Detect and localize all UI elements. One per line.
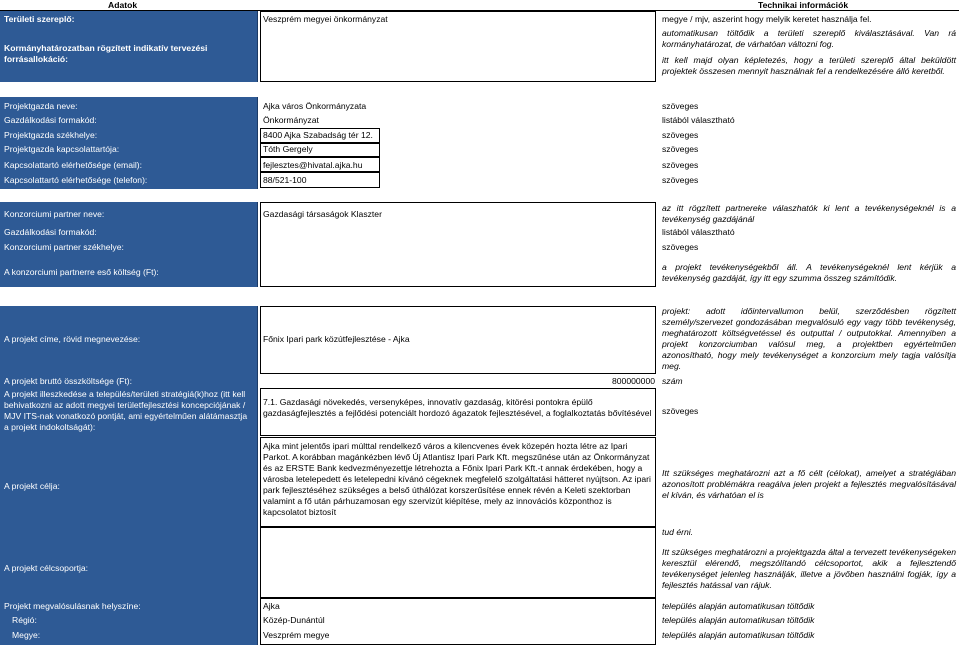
projekt-brutto-value[interactable]: 800000000 bbox=[612, 376, 656, 386]
gazda-kapcs-label: Projektgazda kapcsolattartója: bbox=[4, 144, 120, 154]
gazda-forma-label: Gazdálkodási formakód: bbox=[4, 115, 97, 125]
projekt-cel-info-2: tud érni. bbox=[662, 527, 694, 537]
gazda-kapcs-info: szöveges bbox=[662, 144, 699, 154]
gazda-szekhely-value[interactable]: 8400 Ajka Szabadság tér 12. bbox=[263, 130, 373, 140]
konz-nev-info: az itt rögzített partnereke válaszhatók ki lent a tevékenységeknél is a tevékenység gazdájánál bbox=[662, 203, 956, 224]
projekt-cel-info: Itt szükséges meghatározni azt a fő célt (célokat), amelyet a stratégiában azonosított problémákra reagálva jelen projekt a fejlesztés megvalósításával el kíván, és várhatóan el is bbox=[662, 468, 956, 500]
projekt-illesz-value[interactable]: 7.1. Gazdasági növekedés, versenyképes, innovatív gazdaság, kitörési pontokra épülő gazdaságfejlesztés a fejlődési potenciált hordozó ágazatok fejlesztésével, a foglalkoztatás bővítésével bbox=[263, 397, 652, 418]
konz-nev-value[interactable]: Gazdasági társaságok Klaszter bbox=[263, 209, 382, 219]
gazda-email-info: szöveges bbox=[662, 160, 699, 170]
header-technikai: Technikai információk bbox=[758, 0, 849, 10]
projekt-brutto-label: A projekt bruttó összköltsége (Ft): bbox=[4, 376, 133, 386]
projekt-hely-value[interactable]: Ajka bbox=[263, 601, 280, 611]
projekt-megye-label: Megye: bbox=[12, 630, 41, 640]
projekt-hely-label: Projekt megvalósulásnak helyszíne: bbox=[4, 601, 141, 611]
konz-forma-label: Gazdálkodási formakód: bbox=[4, 227, 97, 237]
gazda-forma-info: listából választható bbox=[662, 115, 735, 125]
konz-koltseg-label: A konzorciumi partnerre eső költség (Ft): bbox=[4, 267, 159, 277]
projekt-cim-info: projekt: adott időintervallumon belül, szerződésben rögzített személy/szervezet gondozásában megvalósuló egy vagy több tevékenység, meghatározott költségvetéssel és outputtal / outputokkal. Amennyiben a projekt konzorciumban valósul meg, a projektben egyértelműen azonosítható, hogy mely tevékenységet a konzorcium mely tagja valósítja meg. bbox=[662, 306, 956, 371]
projekt-hely-info: település alapján automatikusan töltődik bbox=[662, 601, 815, 611]
projekt-cel-value[interactable]: Ajka mint jelentős ipari múlttal rendelkező város a kilencvenes évek közepén hozta létre az Ipari Parkot. A korábban magánkézben lévő Új Atlantisz Ipari Park Kft. megszűnése után az Önkormányzat és az ERSTE Bank kedvezményezettje létrehozta a Főnix Ipari Park Kft.-t annak érdekében, hogy a városba letelepedett és letelepedni kívánó cégeknek megfelelő szolgáltatási hátteret nyújtson. Az ipari park fejlesztéséhez szükséges a belső úthálózat korszerűsítése ennek révén a Keleti szektorban valamint a fő után párhuzamosan egy szervizút kiépítése, mely az innovációs központhoz is kapcsolatot biztosít bbox=[263, 441, 651, 517]
projekt-regio-info: település alapján automatikusan töltődik bbox=[662, 615, 815, 625]
forras-info-2: itt kell majd olyan képletezés, hogy a területi szereplő által beküldött projektek összesen mennyit használnak fel a rendelkezésére álló keretből. bbox=[662, 55, 956, 76]
projekt-megye-info: település alapján automatikusan töltődik bbox=[662, 630, 815, 640]
gazda-szekhely-label: Projektgazda székhelye: bbox=[4, 130, 98, 140]
projekt-celcsop-label: A projekt célcsoportja: bbox=[4, 563, 89, 573]
teruleti-info: megye / mjv, aszerint hogy melyik keretet használja fel. bbox=[662, 14, 872, 24]
gazda-tel-label: Kapcsolattartó elérhetősége (telefon): bbox=[4, 175, 148, 185]
projekt-celcsop-box bbox=[260, 527, 656, 598]
projekt-regio-label: Régió: bbox=[12, 615, 37, 625]
gazda-kapcs-value[interactable]: Tóth Gergely bbox=[263, 144, 313, 154]
projekt-cel-label: A projekt célja: bbox=[4, 481, 60, 491]
gazda-tel-value[interactable]: 88/521-100 bbox=[263, 175, 307, 185]
projekt-megye-value[interactable]: Veszprém megye bbox=[263, 630, 330, 640]
projekt-brutto-info: szám bbox=[662, 376, 683, 386]
gazda-email-value[interactable]: fejlesztes@hivatal.ajka.hu bbox=[263, 160, 363, 170]
gazda-tel-info: szöveges bbox=[662, 175, 699, 185]
konz-szekhely-info: szöveges bbox=[662, 242, 699, 252]
gazda-nev-info: szöveges bbox=[662, 101, 699, 111]
teruleti-label: Területi szereplő: bbox=[4, 14, 75, 24]
projekt-illesz-label: A projekt illeszkedése a település/területi stratégiá(k)hoz (itt kell behivatkozni az adott megyei területfejlesztési koncepciójának / MJV ITS-nak vonatkozó pontját, ami egyértelműen alátámasztja a projekt indokoltságát): bbox=[4, 389, 248, 432]
forras-label: Kormányhatározatban rögzített indikatív tervezési forrásallokáció: bbox=[4, 43, 208, 64]
gazda-szekhely-info: szöveges bbox=[662, 130, 699, 140]
teruleti-value[interactable]: Veszprém megyei önkormányzat bbox=[263, 14, 388, 24]
konz-forma-info: listából választható bbox=[662, 227, 735, 237]
gazda-nev-label: Projektgazda neve: bbox=[4, 101, 78, 111]
projekt-cim-label: A projekt címe, rövid megnevezése: bbox=[4, 334, 141, 344]
projekt-regio-value[interactable]: Közép-Dunántúl bbox=[263, 615, 325, 625]
projekt-celcsop-info: Itt szükséges meghatározni a projektgazda által a tervezett tevékenységeken keresztül elérendő, megszólítandó célcsoportot, akik a fejlesztendő tevékenységet jelenleg használják, illetve a jövőben használni fogják, így a fejlesztés hatással van rájuk. bbox=[662, 547, 956, 590]
konz-nev-label: Konzorciumi partner neve: bbox=[4, 209, 105, 219]
gazda-forma-value[interactable]: Önkormányzat bbox=[263, 115, 319, 125]
header-adatok: Adatok bbox=[108, 0, 138, 10]
konz-szekhely-label: Konzorciumi partner székhelye: bbox=[4, 242, 124, 252]
projekt-cim-value[interactable]: Főnix Ipari park közútfejlesztése - Ajka bbox=[263, 334, 410, 344]
gazda-nev-value[interactable]: Ajka város Önkormányzata bbox=[263, 101, 367, 111]
projekt-label-panel bbox=[0, 306, 258, 645]
projekt-illesz-info: szöveges bbox=[662, 406, 699, 416]
forras-info-1: automatikusan töltődik a területi szereplő kiválasztásával. Van rá kormányhatározat, de várhatóan változni fog. bbox=[662, 28, 956, 49]
gazda-email-label: Kapcsolattartó elérhetősége (email): bbox=[4, 160, 143, 170]
konz-koltseg-info: a projekt tevékenységekből áll. A tevékenységeknél lent kérjük a tevékenység gazdáját, így itt egy szumma összeg számítódik. bbox=[662, 262, 956, 283]
